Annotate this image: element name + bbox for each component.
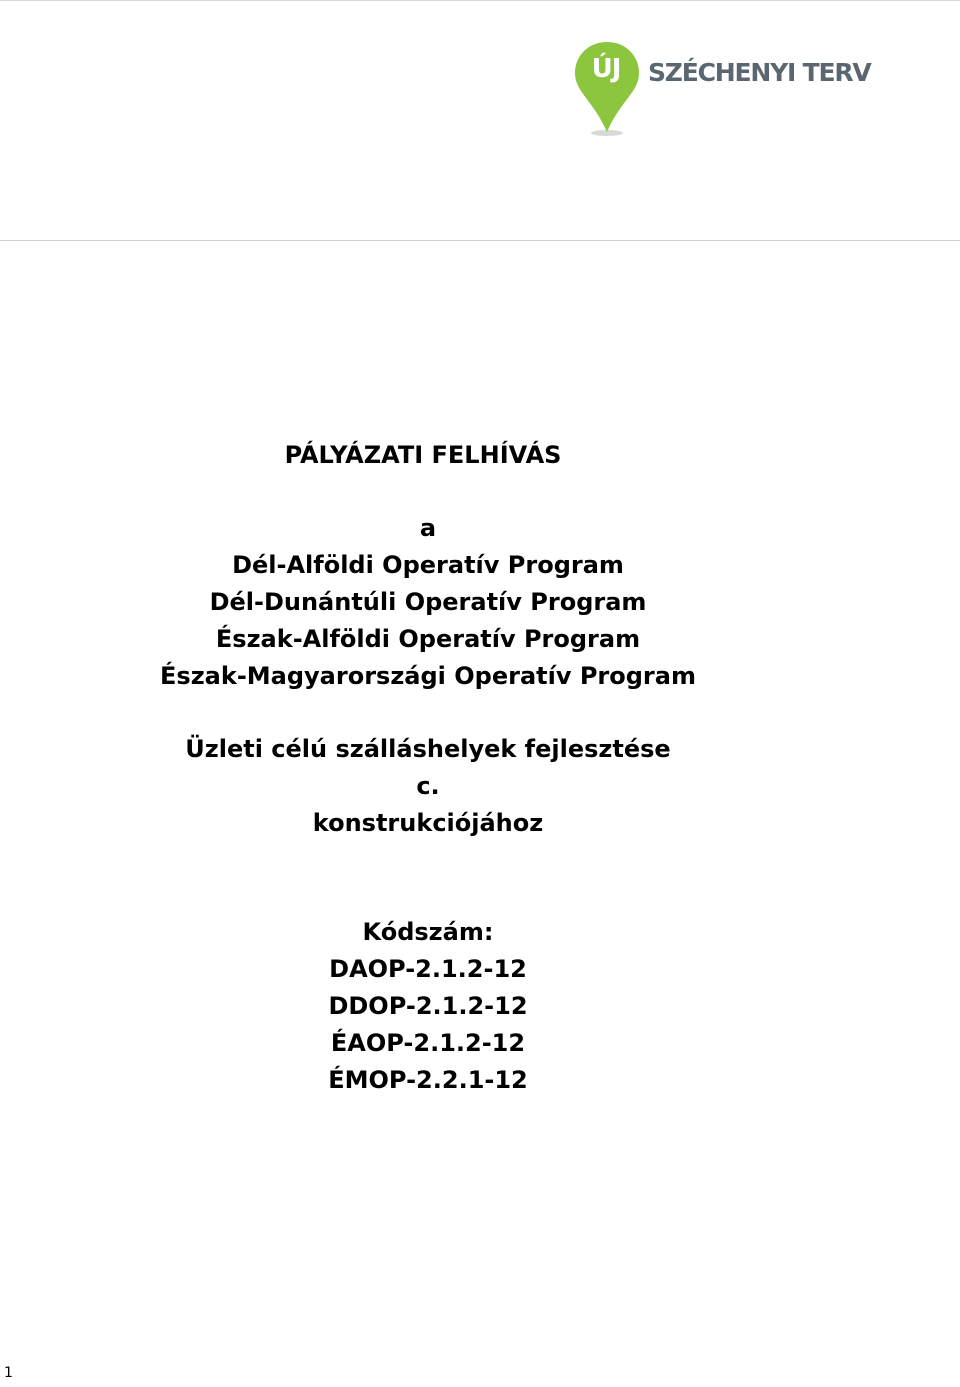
- header-divider: [0, 240, 960, 241]
- program-prefix: a: [419, 514, 437, 542]
- program-item: Észak-Magyarországi Operatív Program: [160, 662, 696, 690]
- program-item: Észak-Alföldi Operatív Program: [215, 625, 641, 653]
- page-title: PÁLYÁZATI FELHÍVÁS: [284, 441, 562, 469]
- program-item: Dél-Alföldi Operatív Program: [232, 551, 624, 579]
- code-item: DDOP-2.1.2-12: [328, 992, 528, 1020]
- construction-title: [0, 731, 856, 842]
- program-item: Dél-Dunántúli Operatív Program: [209, 588, 647, 616]
- code-item: ÉAOP-2.1.2-12: [330, 1029, 526, 1057]
- construction-name: Üzleti célú szálláshelyek fejlesztése: [185, 735, 671, 763]
- code-list: [0, 914, 856, 1099]
- page-number: 1: [4, 1365, 13, 1381]
- construction-abbrev: c.: [416, 772, 440, 800]
- logo-pin-text: ÚJ: [591, 54, 621, 84]
- code-item: ÉMOP-2.2.1-12: [328, 1066, 528, 1094]
- logo-wordmark: SZÉCHENYI TERV: [648, 58, 871, 87]
- program-list: [0, 510, 856, 695]
- construction-suffix: konstrukciójához: [312, 809, 544, 837]
- code-item: DAOP-2.1.2-12: [329, 955, 527, 983]
- top-border: [0, 0, 960, 1]
- code-label: Kódszám:: [362, 918, 494, 946]
- szechenyi-terv-logo: [573, 40, 893, 140]
